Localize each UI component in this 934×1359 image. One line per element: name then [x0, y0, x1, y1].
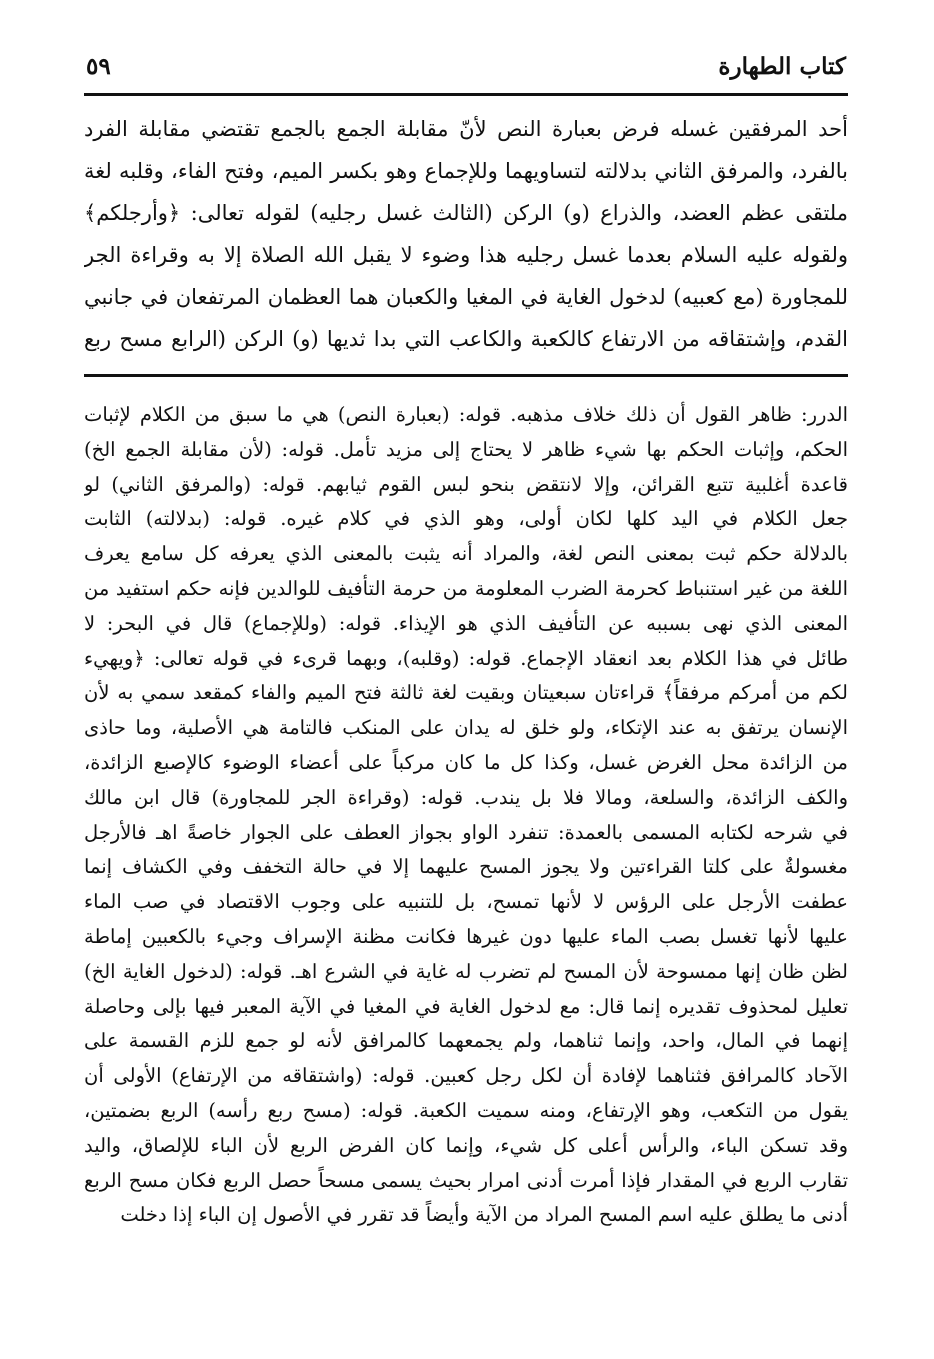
commentary-block — [84, 398, 848, 1233]
commentary-line: تقارب الربع في المقدار فإذا أمرت أدنى امرار بحيث يسمى مسحاً حصل الربع فكان مسح الربع — [84, 1168, 848, 1192]
commentary-line: بالدلالة حكم ثبت بمعنى النص لغة، والمراد أنه يثبت بالمعنى الذي يعرفه كل سامع يعرف — [84, 542, 848, 566]
commentary-line: إنهما في المال، واحد، وإنما ثناهما، ولم يجمعهما كالمرافق لأنه لو جمع للزم القسمة على — [84, 1029, 848, 1053]
main-text-block — [84, 108, 848, 360]
page-header — [86, 46, 846, 86]
main-text-line: ولقوله عليه السلام بعدما غسل رجليه هذا وضوء لا يقبل الله الصلاة إلا به وقراءة الجر — [84, 243, 848, 267]
header-rule — [84, 93, 848, 96]
commentary-line: مغسولةٌ على كلتا القراءتين ولا يجوز المسح عليهما إلا في حالة التخفف وفي الكشاف إنما — [84, 855, 848, 879]
book-title: كتاب الطهارة — [718, 53, 846, 80]
commentary-line: الحكم، وإثبات الحكم بها شيء ظاهر لا يحتاج إلى مزيد تأمل. قوله: (لأن مقابلة الجمع الخ) — [84, 437, 848, 461]
commentary-line: في شرحه لكتابه المسمى بالعمدة: تنفرد الواو بجواز العطف على الجوار خاصةً اهـ فالأرجل — [84, 820, 848, 844]
commentary-line: جعل الكلام في اليد كلها لكان أولى، وهو الذي في كلام غيره. قوله: (بدلالته) الثابت — [84, 507, 848, 531]
commentary-line: طائل في هذا الكلام بعد انعقاد الإجماع. قوله: (وقلبه)، وبهما قرىء في قوله تعالى: ﴿ويهيء — [84, 646, 848, 670]
commentary-line: يقول من التكعب، وهو الإرتفاع، ومنه سميت الكعبة. قوله: (مسح ربع رأسه) الربع بضمتين، — [84, 1098, 848, 1122]
main-text-line: ملتقى عظم العضد، والذراع (و) الركن (الثالث غسل رجليه) لقوله تعالى: ﴿وأرجلكم﴾ — [84, 201, 848, 225]
separator-rule — [84, 374, 848, 377]
commentary-line: أدنى ما يطلق عليه اسم المسح المراد من الآية وأيضاً قد تقرر في الأصول إن الباء إذا دخلت — [120, 1203, 848, 1227]
main-text-line: أحد المرفقين غسله فرض بعبارة النص لأنّ مقابلة الجمع بالجمع تقتضي مقابلة الفرد — [84, 117, 848, 141]
commentary-line: الإنسان يرتفق به عند الإتكاء، ولو خلق له يدان على المنكب فالتامة هي الأصلية، وما حاذى — [84, 716, 848, 740]
commentary-line: عطفت الأرجل على الرؤس لا لأنها تمسح، بل للتنبيه على وجوب الاقتصاد في صب الماء — [84, 890, 848, 914]
commentary-line: المعنى الذي نهى بسببه عن التأفيف الذي هو الإيذاء. قوله: (وللإجماع) قال في البحر: لا — [84, 611, 848, 635]
commentary-line: لكم من أمركم مرفقاً﴾ قراءتان سبعيتان وبقيت لغة ثالثة فتح الميم والفاء كمقعد سمي به لأن — [84, 681, 848, 705]
main-text-line: بالفرد، والمرفق الثاني بدلالته لتساويهما وللإجماع وهو بكسر الميم، وفتح الفاء، وقلبه لغة — [84, 159, 848, 183]
main-text-line: للمجاورة (مع كعبيه) لدخول الغاية في المغيا والكعبان هما العظمان المرتفعان في جانبي — [84, 285, 848, 309]
commentary-line: والكف الزائدة، والسلعة، ومالا فلا بل يندب. قوله: (وقراءة الجر للمجاورة) قال ابن مالك — [84, 785, 848, 809]
commentary-line: وقد تسكن الباء، والرأس أعلى كل شيء، وإنما كان الفرض الربع لأن الباء للإلصاق، واليد — [84, 1133, 848, 1157]
commentary-line: لظن ظان إنها ممسوحة لأن المسح لم تضرب له غاية في الشرع اهـ. قوله: (لدخول الغاية الخ) — [84, 959, 848, 983]
commentary-line: من الزائدة محل الغرض غسل، وكذا كل ما كان مركباً على أعضاء الوضوء كالإصبع الزائدة، — [84, 750, 848, 774]
commentary-line: الدرر: ظاهر القول أن ذلك خلاف مذهبه. قوله: (بعبارة النص) هي ما سبق من الكلام لإثبات — [84, 403, 848, 426]
page-number: ٥٩ — [86, 53, 111, 80]
commentary-line: عليها لأنها تغسل بصب الماء عليها دون غيرها فكانت مظنة الإسراف وجيء بالكعبين إماطة — [84, 924, 848, 948]
commentary-line: اللغة من غير استنباط كحرمة الضرب المعلومة من حرمة التأفيف للوالدين فإنه حكم استفيد من — [84, 576, 848, 600]
commentary-line: قاعدة أغلبية تتبع القرائن، وإلا لانتقض بنحو لبس القوم ثيابهم. قوله: (والمرفق الثاني) لو — [84, 472, 848, 496]
commentary-line: تعليل لمحذوف تقديره إنما قال: مع لدخول الغاية في المغيا في الآية المعبر فيها بإلى وحاصلة — [84, 994, 848, 1018]
main-text-line: القدم، وإشتقاقه من الارتفاع كالكعبة والكاعب التي بدا ثديها (و) الركن (الرابع مسح ربع — [84, 327, 848, 351]
commentary-line: الآحاد كالمرافق فثناهما لإفادة أن لكل رجل كعبين. قوله: (واشتقاقه من الإرتفاع) الأولى أن — [84, 1064, 848, 1088]
